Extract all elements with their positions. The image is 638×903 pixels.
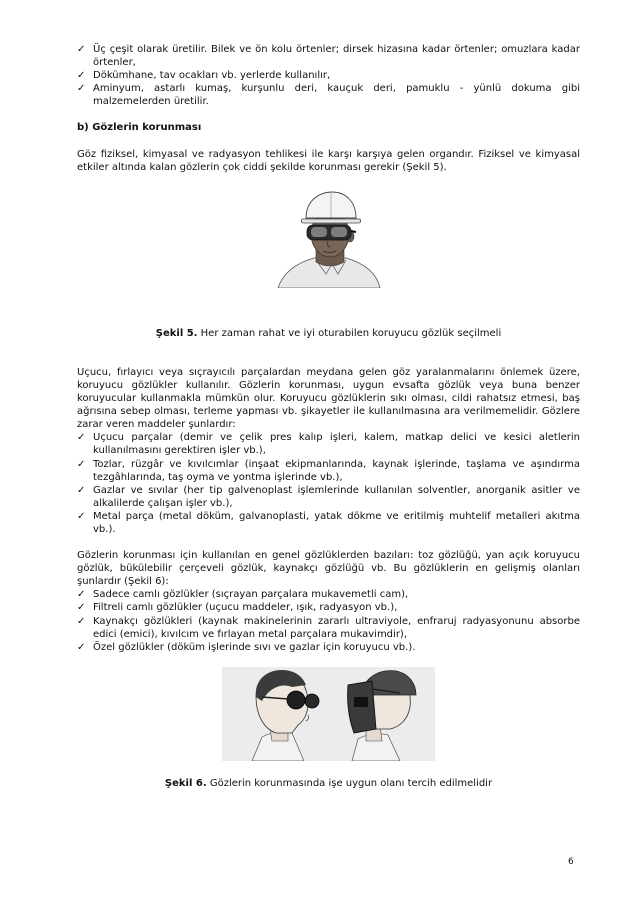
checkmark-icon: ✓ (77, 484, 86, 496)
checkmark-icon: ✓ (77, 602, 86, 614)
checkmark-icon: ✓ (77, 641, 86, 653)
hazards-list (77, 431, 580, 536)
checkmark-icon: ✓ (77, 458, 86, 470)
figure-label: Şekil 5. (155, 327, 198, 339)
page-content (77, 43, 580, 790)
list-item: ✓ Sadece camlı gözlükler (sıçrayan parçalara mukavemetli cam), (77, 589, 409, 601)
figure-5-caption: Şekil 5. Her zaman rahat ve iyi oturabilen koruyucu gözlük seçilmeli (155, 327, 502, 339)
figure-6-illustration (222, 667, 435, 761)
section-heading: b) Gözlerin korunması (77, 122, 202, 134)
paragraph-intro: Göz fiziksel, kimyasal ve radyasyon tehlikesi ile karşı karşıya gelen organdır. Fiziksel ve kimyasal etkiler altında kalan gözlerin çok ciddi şekilde korunması gerekir (Şekil 5). (77, 148, 580, 173)
figure-6-caption: Şekil 6. Gözlerin korunmasında işe uygun olanı tercih edilmelidir (164, 777, 493, 789)
checkmark-icon: ✓ (77, 432, 86, 444)
paragraph-goggle-types: Gözlerin korunması için kullanılan en genel gözlüklerden bazıları: toz gözlüğü, yan açık koruyucu gözlük, bükülebilir çerçeveli gözlük, kaynakçı gözlüğü vb. Bu gözlüklerin en gelişmiş olanları şunlardır (Şekil 6): (77, 550, 580, 588)
goggles-list (77, 588, 580, 653)
worker-with-goggles-image (276, 190, 382, 288)
list-item: ✓ Filtreli camlı gözlükler (uçucu maddeler, ışık, radyasyon vb.), (77, 602, 398, 614)
list-item: ✓ Dökümhane, tav ocakları vb. yerlerde kullanılır, (77, 70, 331, 82)
list-item: ✓ Metal parça (metal döküm, galvanoplasti, yatak dökme ve eritilmiş muhtelif metalleri akıtma vb.). (77, 510, 580, 535)
checkmark-icon: ✓ (77, 615, 86, 627)
list-item: ✓ Uçucu parçalar (demir ve çelik pres kalıp işleri, kalem, matkap delici ve kesici aletlerin kullanılmasını gerektiren işler vb.), (77, 432, 580, 457)
checkmark-icon: ✓ (77, 70, 86, 82)
checkmark-icon: ✓ (77, 589, 86, 601)
figure-5-illustration (276, 190, 382, 288)
intro-list (77, 43, 580, 108)
figure-label: Şekil 6. (164, 777, 207, 789)
list-item: ✓ Özel gözlükler (döküm işlerinde sıvı ve gazlar için koruyucu vb.). (77, 641, 416, 653)
goggle-types-image (222, 667, 435, 761)
list-item: ✓ Üç çeşit olarak üretilir. Bilek ve ön kolu örtenler; dirsek hizasına kadar örtenler; omuzlara kadar örtenler, (77, 44, 580, 69)
paragraph-eye-injuries: Uçucu, fırlayıcı veya sıçrayıcılı parçalardan meydana gelen göz yaralanmalarını önlemek üzere, koruyucu gözlükler kullanılır. Gözlerin korunması, uygun evsafta gözlük veya buna benzer koruyucular kullanmakla mümkün olur. Koruyucu gözlüklerin sıkı olması, cildi rahatsız etmesi, baş ağrısına sebep olması, terleme yapması vb. şikayetler ile kullanılmasına ara verilmemelidir. Gözlere zarar veren maddeler şunlardır: (77, 366, 580, 431)
page-number: 6 (568, 857, 574, 867)
list-item: ✓ Tozlar, rüzgâr ve kıvılcımlar (inşaat ekipmanlarında, kaynak işlerinde, taşlama ve aşındırma tezgâhlarında, taş oyma ve yontma işlerinde vb.), (77, 458, 580, 483)
checkmark-icon: ✓ (77, 44, 86, 55)
list-item: ✓ Aminyum, astarlı kumaş, kurşunlu deri, kauçuk deri, pamuklu - yünlü dokuma gibi malzemelerden üretilir. (77, 83, 580, 108)
checkmark-icon: ✓ (77, 83, 86, 95)
list-item: ✓ Kaynakçı gözlükleri (kaynak makinelerinin zararlı ultraviyole, enfraruj radyasyonunu absorbe edici (emici), kıvılcım ve fırlayan metal parçalara mukavimdir), (77, 615, 580, 640)
checkmark-icon: ✓ (77, 510, 86, 522)
list-item: ✓ Gazlar ve sıvılar (her tip galvenoplast işlemlerinde kullanılan solventler, anorganik asitler ve alkalilerde çalışan işler vb.), (77, 484, 580, 509)
